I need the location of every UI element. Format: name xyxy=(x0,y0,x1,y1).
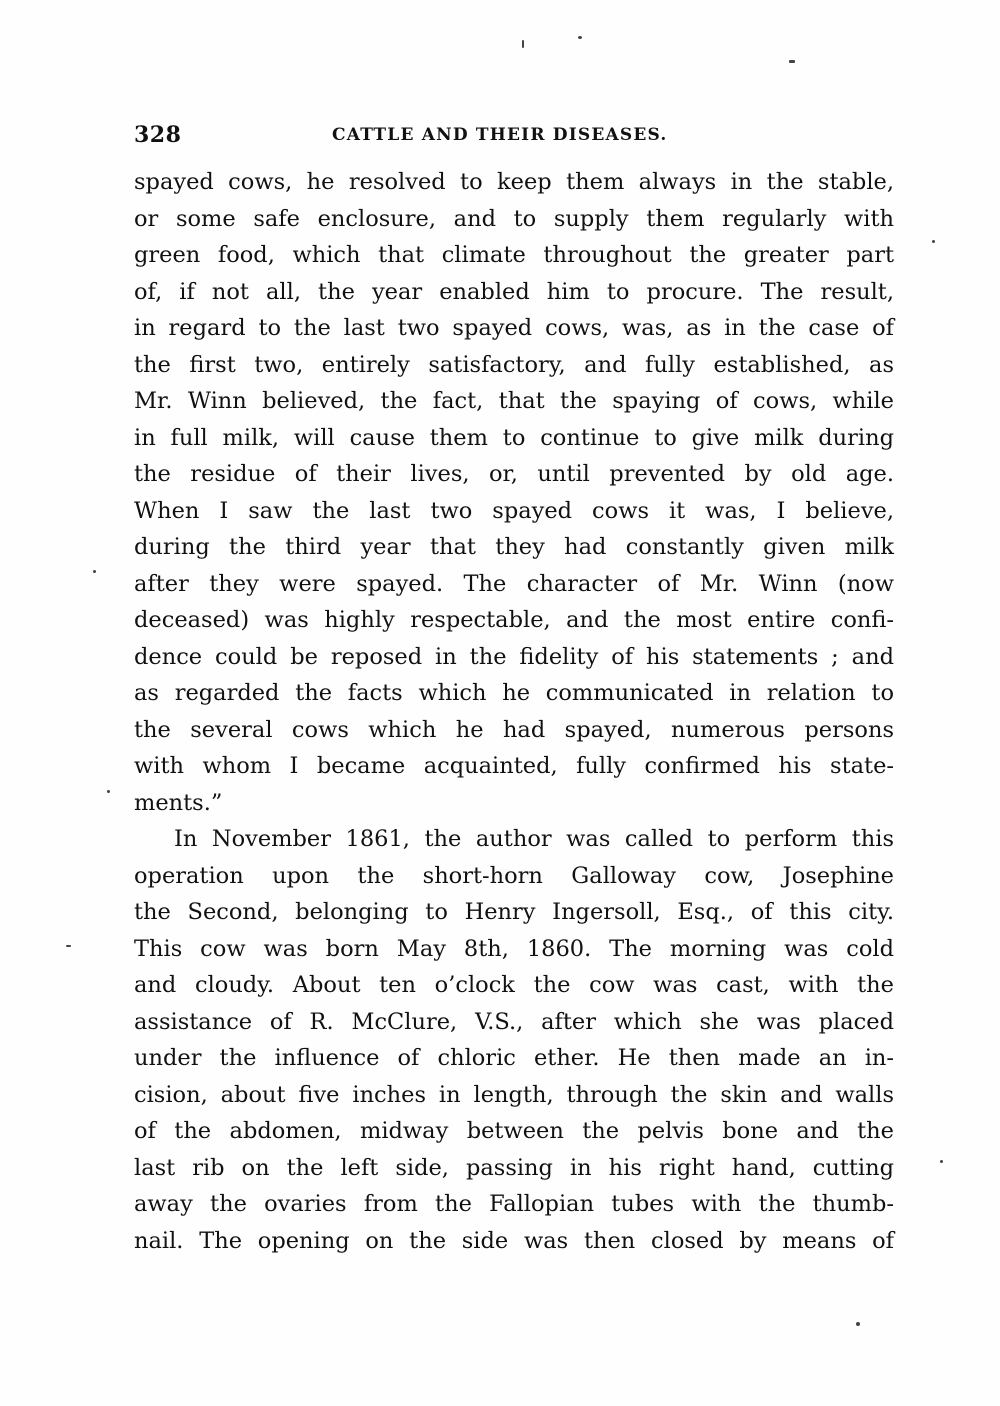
body-text xyxy=(134,164,894,1259)
text-line: after they were spayed. The character of Mr. Winn (now xyxy=(134,570,894,597)
text-line: deceased) was highly respectable, and the most entire confi- xyxy=(134,607,894,633)
text-line: In November 1861, the author was called to perform this xyxy=(174,826,894,852)
text-line: and cloudy. About ten o’clock the cow was cast, with the xyxy=(134,972,894,998)
text-line: as regarded the facts which he communicated in relation to xyxy=(134,680,894,706)
text-line: the several cows which he had spayed, numerous persons xyxy=(134,716,894,743)
text-line: spayed cows, he resolved to keep them always in the stable, xyxy=(134,169,894,195)
text-line: of, if not all, the year enabled him to procure. The result, xyxy=(134,278,894,305)
text-line: cision, about five inches in length, through the skin and walls xyxy=(134,1081,894,1108)
text-line: dence could be reposed in the fidelity of his statements ; and xyxy=(134,643,894,670)
text-line: Mr. Winn believed, the fact, that the spaying of cows, while xyxy=(134,388,894,414)
text-line: the residue of their lives, or, until prevented by old age. xyxy=(134,461,894,487)
paragraph xyxy=(134,821,894,1259)
text-line: the first two, entirely satisfactory, and fully established, as xyxy=(134,351,894,378)
paragraph xyxy=(134,164,894,821)
text-line: This cow was born May 8th, 1860. The morning was cold xyxy=(134,935,894,962)
text-line: or some safe enclosure, and to supply them regularly with xyxy=(134,205,894,232)
text-line: assistance of R. McClure, V.S., after which she was placed xyxy=(134,1008,894,1035)
text-line: When I saw the last two spayed cows it was, I believe, xyxy=(134,497,894,524)
page-number: 328 xyxy=(134,122,182,148)
text-line: operation upon the short-horn Galloway cow, Josephine xyxy=(134,862,894,889)
text-line: the Second, belonging to Henry Ingersoll, Esq., of this city. xyxy=(134,899,894,925)
text-line: during the third year that they had constantly given milk xyxy=(134,534,894,560)
text-line: of the abdomen, midway between the pelvis bone and the xyxy=(134,1118,894,1144)
text-line: green food, which that climate throughout the greater part xyxy=(134,242,894,268)
text-line: with whom I became acquainted, fully confirmed his state- xyxy=(134,753,894,779)
text-line: last rib on the left side, passing in his right hand, cutting xyxy=(134,1154,894,1181)
page-header xyxy=(134,122,894,150)
text-line: in full milk, will cause them to continue to give milk during xyxy=(134,424,894,451)
text-line: nail. The opening on the side was then closed by means of xyxy=(134,1227,894,1254)
running-head: CATTLE AND THEIR DISEASES. xyxy=(332,125,668,145)
text-line: in regard to the last two spayed cows, was, as in the case of xyxy=(134,315,894,341)
text-line: ments.” xyxy=(134,789,223,816)
text-line: away the ovaries from the Fallopian tubes with the thumb- xyxy=(134,1191,894,1217)
text-line: under the influence of chloric ether. He then made an in- xyxy=(134,1045,894,1071)
